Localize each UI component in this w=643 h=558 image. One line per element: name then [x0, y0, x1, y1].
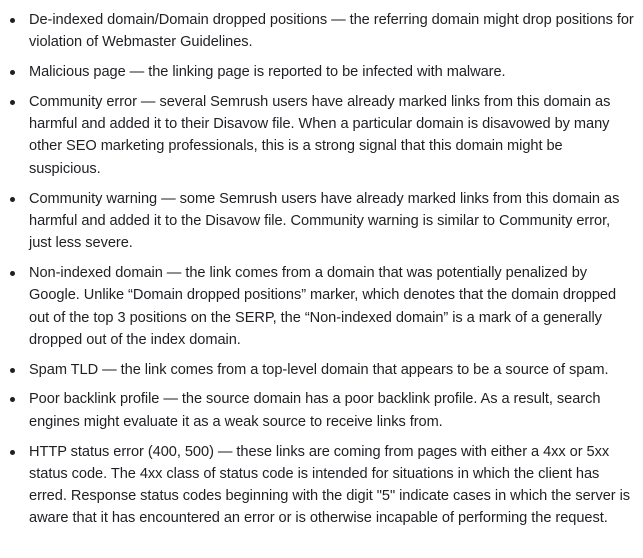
list-item-spam-tld: Spam TLD — the link comes from a top-level domain that appears to be a source of spam. [0, 359, 635, 381]
list-item-community-warning: Community warning — some Semrush users have already marked links from this domain as harmful and added it to the Disavow file. Community warning is similar to Community error, just less severe. [0, 188, 635, 255]
list-item-non-indexed-domain: Non-indexed domain — the link comes from a domain that was potentially penalized by Google. Unlike “Domain dropped positions” marker, which denotes that the domain dropped out of the top 3 positions on the SERP, the “Non-indexed domain” is a mark of a generally dropped out of the index domain. [0, 262, 635, 351]
list-item-deindexed-domain: De-indexed domain/Domain dropped positions — the referring domain might drop positions for violation of Webmaster Guidelines. [0, 9, 635, 54]
list-item-poor-backlink-profile: Poor backlink profile — the source domain has a poor backlink profile. As a result, search engines might evaluate it as a weak source to receive links from. [0, 388, 635, 433]
list-item-malicious-page: Malicious page — the linking page is reported to be infected with malware. [0, 61, 635, 83]
list-item-community-error: Community error — several Semrush users have already marked links from this domain as harmful and added it to their Disavow file. When a particular domain is disavowed by many other SEO marketing professionals, this is a strong signal that this domain might be suspicious. [0, 91, 635, 180]
list-item-http-status-error: HTTP status error (400, 500) — these links are coming from pages with either a 4xx or 5xx status code. The 4xx class of status code is intended for situations in which the client has erred. Response status codes beginning with the digit "5" indicate cases in which the server is aware that it has encountered an error or is otherwise incapable of performing the request. [0, 441, 635, 530]
toxic-markers-list [0, 9, 635, 530]
